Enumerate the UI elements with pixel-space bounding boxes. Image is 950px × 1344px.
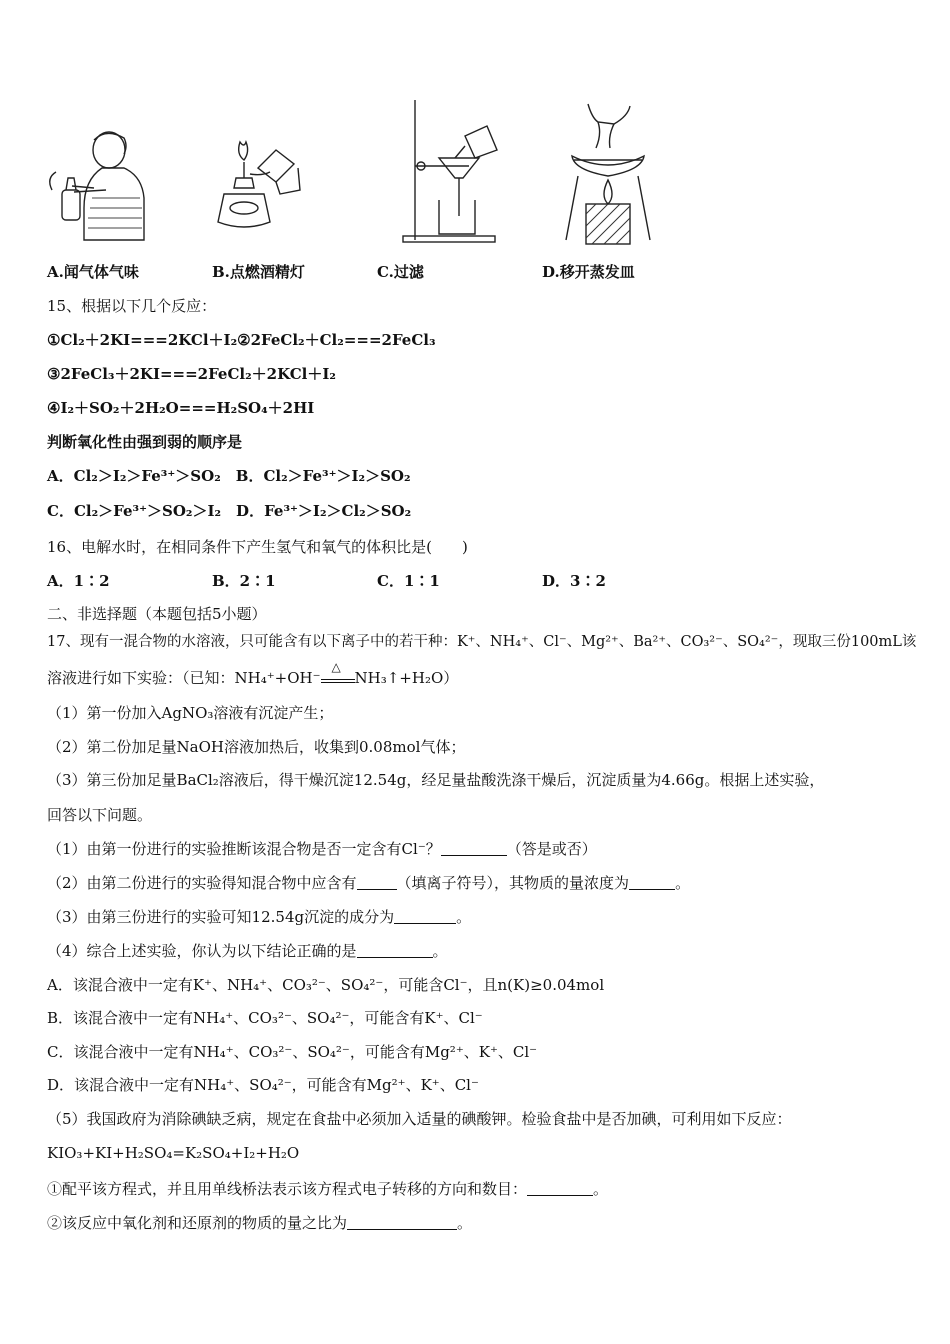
q17-option-c[interactable]: C．该混合液中一定有NH₄⁺、CO₃²⁻、SO₄²⁻，可能含有Mg²⁺、K⁺、Cl⁻ [47,1043,538,1061]
q15-options-cd[interactable]: C．Cl₂＞Fe³⁺＞SO₂＞I₂ D．Fe³⁺＞I₂＞Cl₂＞SO₂ [47,502,412,520]
heating-condition: △ [321,672,355,683]
q17-exp1: （1）第一份加入AgNO₃溶液有沉淀产生； [47,704,334,722]
filtration-illustration [395,96,505,246]
answer-blank[interactable] [441,841,507,856]
section-title: 二、非选择题（本题包括5小题） [47,605,267,623]
q17-sub3: （3）由第三份进行的实验可知12.54g沉淀的成分为 。 [47,908,472,926]
lighting-alcohol-lamp-illustration [210,128,330,246]
q14-option-b[interactable]: B.点燃酒精灯 [212,263,305,281]
q17-sub4: （4）综合上述实验，你认为以下结论正确的是 。 [47,942,448,960]
q17-sub5-q2: ②该反应中氧化剂和还原剂的物质的量之比为 。 [47,1214,473,1232]
q17-option-b[interactable]: B．该混合液中一定有NH₄⁺、CO₃²⁻、SO₄²⁻，可能含有K⁺、Cl⁻ [47,1009,483,1027]
q17-sub5: （5）我国政府为消除碘缺乏病，规定在食盐中必须加入适量的碘酸钾。检验食盐中是否加碘，可利用如下反应： [47,1110,792,1128]
q15-stem: 15、根据以下几个反应： [47,297,217,315]
q17-known-suffix: NH₃↑+H₂O） [354,669,459,687]
answer-blank[interactable] [357,943,433,958]
q16-stem: 16、电解水时，在相同条件下产生氢气和氧气的体积比是( ) [47,538,468,556]
q17-option-d[interactable]: D．该混合液中一定有NH₄⁺、SO₄²⁻，可能含有Mg²⁺、K⁺、Cl⁻ [47,1076,479,1094]
smelling-gas-illustration [44,128,154,246]
q15-reactions-1-2: ①Cl₂＋2KI===2KCl＋I₂②2FeCl₂＋Cl₂===2FeCl₃ [47,331,436,349]
q16-option-d[interactable]: D．3∶2 [542,572,606,590]
q15-reaction-4: ④I₂＋SO₂＋2H₂O===H₂SO₄＋2HI [47,399,315,417]
q17-stem-line2 [47,660,459,688]
q17-option-a[interactable]: A．该混合液中一定有K⁺、NH₄⁺、CO₃²⁻、SO₄²⁻，可能含Cl⁻，且n(K)≥0.04mol [47,976,605,994]
q17-equation: KIO₃+KI+H₂SO₄=K₂SO₄+I₂+H₂O [47,1144,300,1162]
q16-option-a[interactable]: A．1∶2 [47,572,110,590]
q16-option-b[interactable]: B．2∶1 [212,572,276,590]
q16-option-c[interactable]: C．1∶1 [377,572,440,590]
answer-blank[interactable] [629,875,675,890]
q17-sub1: （1）由第一份进行的实验推断该混合物是否一定含有Cl⁻？ （答是或否） [47,840,597,858]
q17-sub2: （2）由第二份进行的实验得知混合物中应含有 （填离子符号），其物质的量浓度为 。 [47,874,691,892]
answer-blank[interactable] [357,875,397,890]
q17-exp2: （2）第二份加足量NaOH溶液加热后，收集到0.08mol气体； [47,738,466,756]
q17-exp3-line1: （3）第三份加足量BaCl₂溶液后，得干燥沉淀12.54g，经足量盐酸洗涤干燥后，沉淀质量为4.66g。根据上述实验， [47,771,825,789]
answer-blank[interactable] [394,909,456,924]
q14-option-d[interactable]: D.移开蒸发皿 [542,263,635,281]
q17-exp3-line2: 回答以下问题。 [47,806,153,824]
q17-sub5-q1: ①配平该方程式，并且用单线桥法表示该方程式电子转移的方向和数目： 。 [47,1180,609,1198]
q14-option-a[interactable]: A.闻气体气味 [47,263,139,281]
q15-reaction-3: ③2FeCl₃＋2KI===2FeCl₂＋2KCl＋I₂ [47,365,336,383]
answer-blank[interactable] [527,1181,593,1196]
q14-option-c[interactable]: C.过滤 [377,263,424,281]
q15-options-ab[interactable]: A．Cl₂＞I₂＞Fe³⁺＞SO₂ B．Cl₂＞Fe³⁺＞I₂＞SO₂ [47,467,411,485]
answer-blank[interactable] [347,1215,457,1230]
removing-evaporating-dish-illustration [558,100,658,246]
q17-stem-line1: 17、现有一混合物的水溶液，只可能含有以下离子中的若干种：K⁺、NH₄⁺、Cl⁻、Mg²⁺、Ba²⁺、CO₃²⁻、SO₄²⁻，现取三份100mL该 [47,634,917,650]
q15-question: 判断氧化性由强到弱的顺序是 [47,433,243,451]
q17-known-prefix: 溶液进行如下实验：（已知：NH₄⁺+OH⁻ [47,669,321,687]
